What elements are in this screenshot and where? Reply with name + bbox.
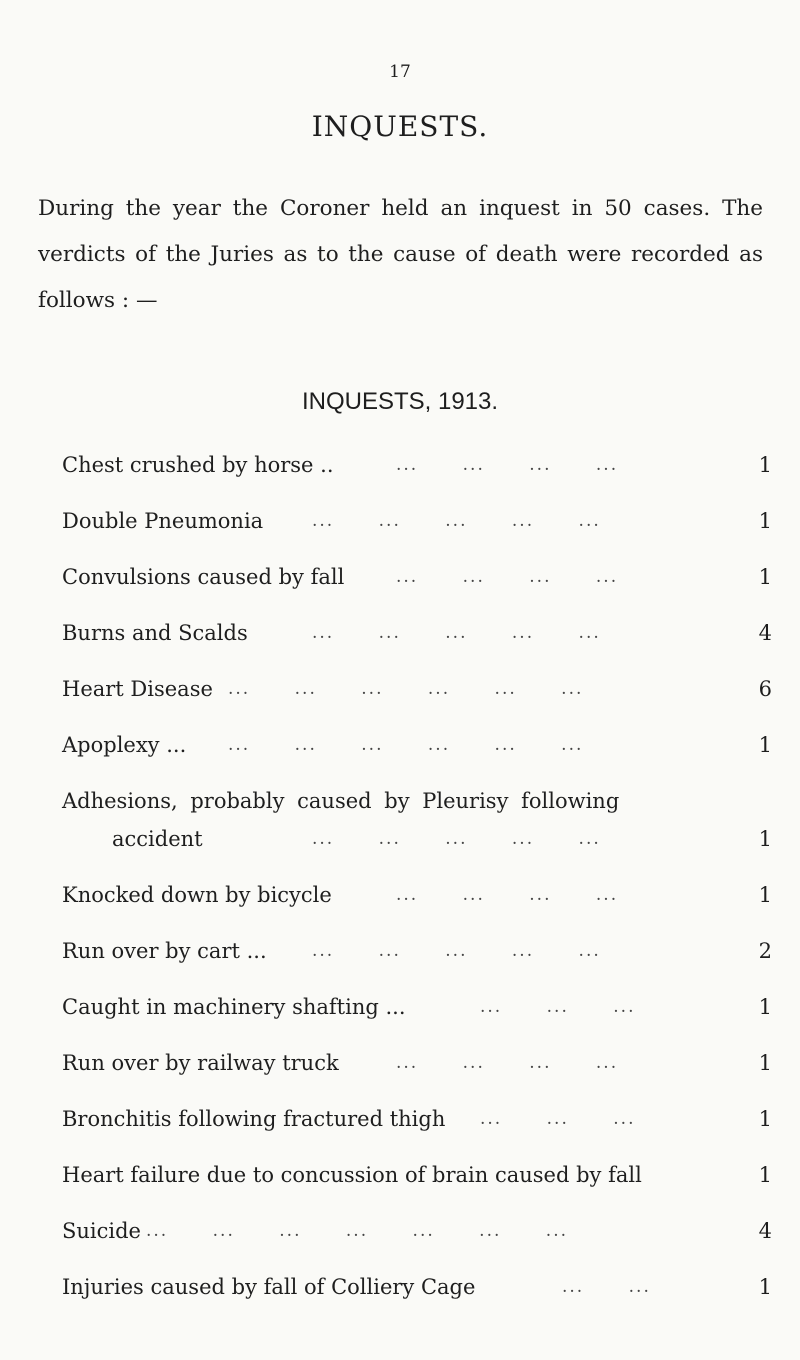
intro-line: During the year the Coroner held an inquest in 50 cases. The	[38, 196, 763, 221]
leader-dots: ... ... ...	[480, 997, 636, 1017]
list-item	[62, 728, 772, 762]
cause-label: Knocked down by bicycle	[62, 883, 332, 907]
leader-dots: ... ... ...	[480, 1109, 636, 1129]
cause-label: Suicide	[62, 1219, 141, 1243]
intro-paragraph	[38, 186, 763, 324]
leader-dots: ... ... ... ... ... ... ...	[146, 1221, 569, 1241]
cause-count: 4	[758, 621, 772, 645]
cause-label: Convulsions caused by fall	[62, 565, 345, 589]
leader-dots: ... ... ... ... ... ...	[228, 679, 584, 699]
list-item	[62, 1102, 772, 1136]
cause-label: Run over by railway truck	[62, 1051, 339, 1075]
cause-label: Adhesions, probably caused by Pleurisy following	[62, 789, 620, 813]
list-item	[62, 934, 772, 968]
cause-label: Injuries caused by fall of Colliery Cage	[62, 1275, 476, 1299]
leader-dots: ... ... ... ... ...	[312, 623, 601, 643]
intro-line: verdicts of the Juries as to the cause of death were recorded as	[38, 242, 763, 267]
list-item	[62, 1270, 772, 1304]
page-number: 17	[389, 62, 411, 82]
leader-dots: ... ... ... ...	[396, 885, 619, 905]
leader-dots: ... ... ... ... ...	[312, 829, 601, 849]
cause-label: Chest crushed by horse ..	[62, 453, 334, 477]
list-item	[62, 784, 772, 818]
cause-count: 1	[758, 995, 772, 1019]
leader-dots: ... ... ... ... ...	[312, 941, 601, 961]
list-item	[62, 672, 772, 706]
intro-line: follows : —	[38, 288, 158, 313]
cause-count: 1	[758, 1107, 772, 1131]
cause-label: Heart Disease	[62, 677, 213, 701]
list-item	[62, 1214, 772, 1248]
list-item	[62, 504, 772, 538]
leader-dots: ... ... ... ... ...	[312, 511, 601, 531]
cause-count: 4	[758, 1219, 772, 1243]
leader-dots: ... ...	[562, 1277, 651, 1297]
cause-label: Bronchitis following fractured thigh	[62, 1107, 446, 1131]
cause-label: Run over by cart ...	[62, 939, 267, 963]
cause-count: 1	[758, 1275, 772, 1299]
page-title: INQUESTS.	[311, 110, 489, 143]
leader-dots: ... ... ... ...	[396, 455, 619, 475]
list-item	[62, 560, 772, 594]
list-item	[62, 822, 772, 856]
list-item	[62, 1046, 772, 1080]
cause-label: Double Pneumonia	[62, 509, 264, 533]
cause-label: Heart failure due to concussion of brain caused by fall	[62, 1163, 642, 1187]
list-item	[62, 616, 772, 650]
list-item	[62, 1158, 772, 1192]
cause-count: 1	[758, 1163, 772, 1187]
cause-count: 1	[758, 1051, 772, 1075]
cause-count: 1	[758, 883, 772, 907]
cause-count: 6	[758, 677, 772, 701]
cause-count: 1	[758, 509, 772, 533]
cause-label: Caught in machinery shafting ...	[62, 995, 406, 1019]
cause-count: 1	[758, 733, 772, 757]
list-item	[62, 448, 772, 482]
list-item	[62, 878, 772, 912]
cause-label-continued: accident	[112, 827, 203, 851]
cause-count: 1	[758, 565, 772, 589]
cause-count: 2	[758, 939, 772, 963]
leader-dots: ... ... ... ...	[396, 567, 619, 587]
leader-dots: ... ... ... ... ... ...	[228, 735, 584, 755]
table-title: INQUESTS, 1913.	[301, 388, 499, 415]
cause-label: Apoplexy ...	[62, 733, 187, 757]
cause-count: 1	[758, 827, 772, 851]
leader-dots: ... ... ... ...	[396, 1053, 619, 1073]
cause-count: 1	[758, 453, 772, 477]
cause-label: Burns and Scalds	[62, 621, 248, 645]
list-item	[62, 990, 772, 1024]
